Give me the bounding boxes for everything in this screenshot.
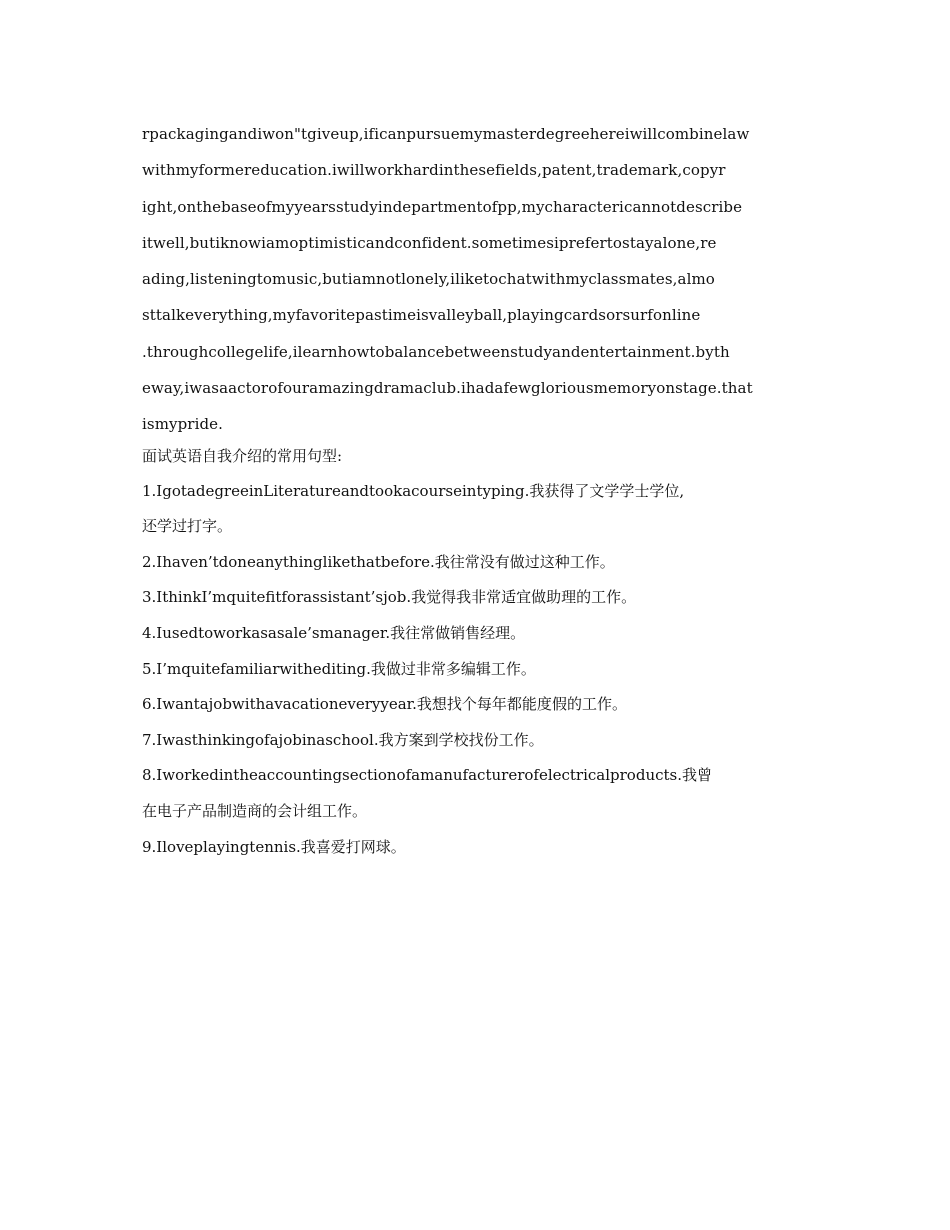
list-item xyxy=(142,474,806,545)
list-item-line: 还学过打字。 xyxy=(142,517,233,536)
paragraph-line: rpackagingandiwon"tgiveup,ificanpursuemymasterdegreehereiwillcombinelaw xyxy=(142,125,750,143)
paragraph-line: sttalkeverything,myfavoritepastimeisvalleyball,playingcardsorsurfonline xyxy=(142,306,701,325)
list-item-line: 在电子产品制造商的会计组工作。 xyxy=(142,802,368,821)
paragraph-line: itwell,butiknowiamoptimisticandconfident.sometimesiprefertostayalone,re xyxy=(142,233,717,252)
list-item-line: 2.Ihaven’tdoneanythinglikethatbefore.我往常没有做过这种工作。 xyxy=(142,552,615,571)
sentence-list xyxy=(142,474,806,866)
list-item-line: 3.IthinkI’mquitefitforassistant’sjob.我觉得我非常适宜做助理的工作。 xyxy=(142,588,637,607)
list-item xyxy=(142,830,806,866)
list-item xyxy=(142,687,806,723)
paragraph-line: ading,listeningtomusic,butiamnotlonely,iliketochatwithmyclassmates,almo xyxy=(142,270,715,289)
list-item xyxy=(142,758,806,829)
paragraph-line: ismypride. xyxy=(142,415,224,434)
paragraph-line: withmyformereducation.iwillworkhardinthesefields,patent,trademark,copyr xyxy=(142,161,726,180)
list-item xyxy=(142,723,806,759)
document-page xyxy=(142,116,806,865)
paragraph-line: .throughcollegelife,ilearnhowtobalancebetweenstudyandentertainment.byth xyxy=(142,342,730,361)
paragraph-line: ight,onthebaseofmyyearsstudyindepartmentofpp,mycharactericannotdescribe xyxy=(142,197,743,216)
list-item xyxy=(142,652,806,688)
paragraph-line: eway,iwasaactorofouramazingdramaclub.ihadafewgloriousmemoryonstage.that xyxy=(142,379,753,398)
list-item-line: 8.Iworkedintheaccountingsectionofamanufacturerofelectricalproducts.我曾 xyxy=(142,766,712,785)
list-item-line: 1.IgotadegreeinLiteratureandtookacourseintyping.我获得了文学学士学位, xyxy=(142,481,685,500)
list-item-line: 9.Iloveplayingtennis.我喜爱打网球。 xyxy=(142,837,406,856)
list-item xyxy=(142,616,806,652)
section-heading: 面试英语自我介绍的常用句型: xyxy=(142,446,343,465)
list-item xyxy=(142,580,806,616)
list-item-line: 5.I’mquitefamiliarwithediting.我做过非常多编辑工作。 xyxy=(142,659,536,678)
list-item-line: 7.Iwasthinkingofajobinaschool.我方案到学校找份工作。 xyxy=(142,730,544,749)
list-item xyxy=(142,545,806,581)
intro-paragraph xyxy=(142,116,806,443)
list-item-line: 6.Iwantajobwithavacationeveryyear.我想找个每年都能度假的工作。 xyxy=(142,695,627,714)
list-item-line: 4.Iusedtoworkasasale’smanager.我往常做销售经理。 xyxy=(142,624,526,643)
